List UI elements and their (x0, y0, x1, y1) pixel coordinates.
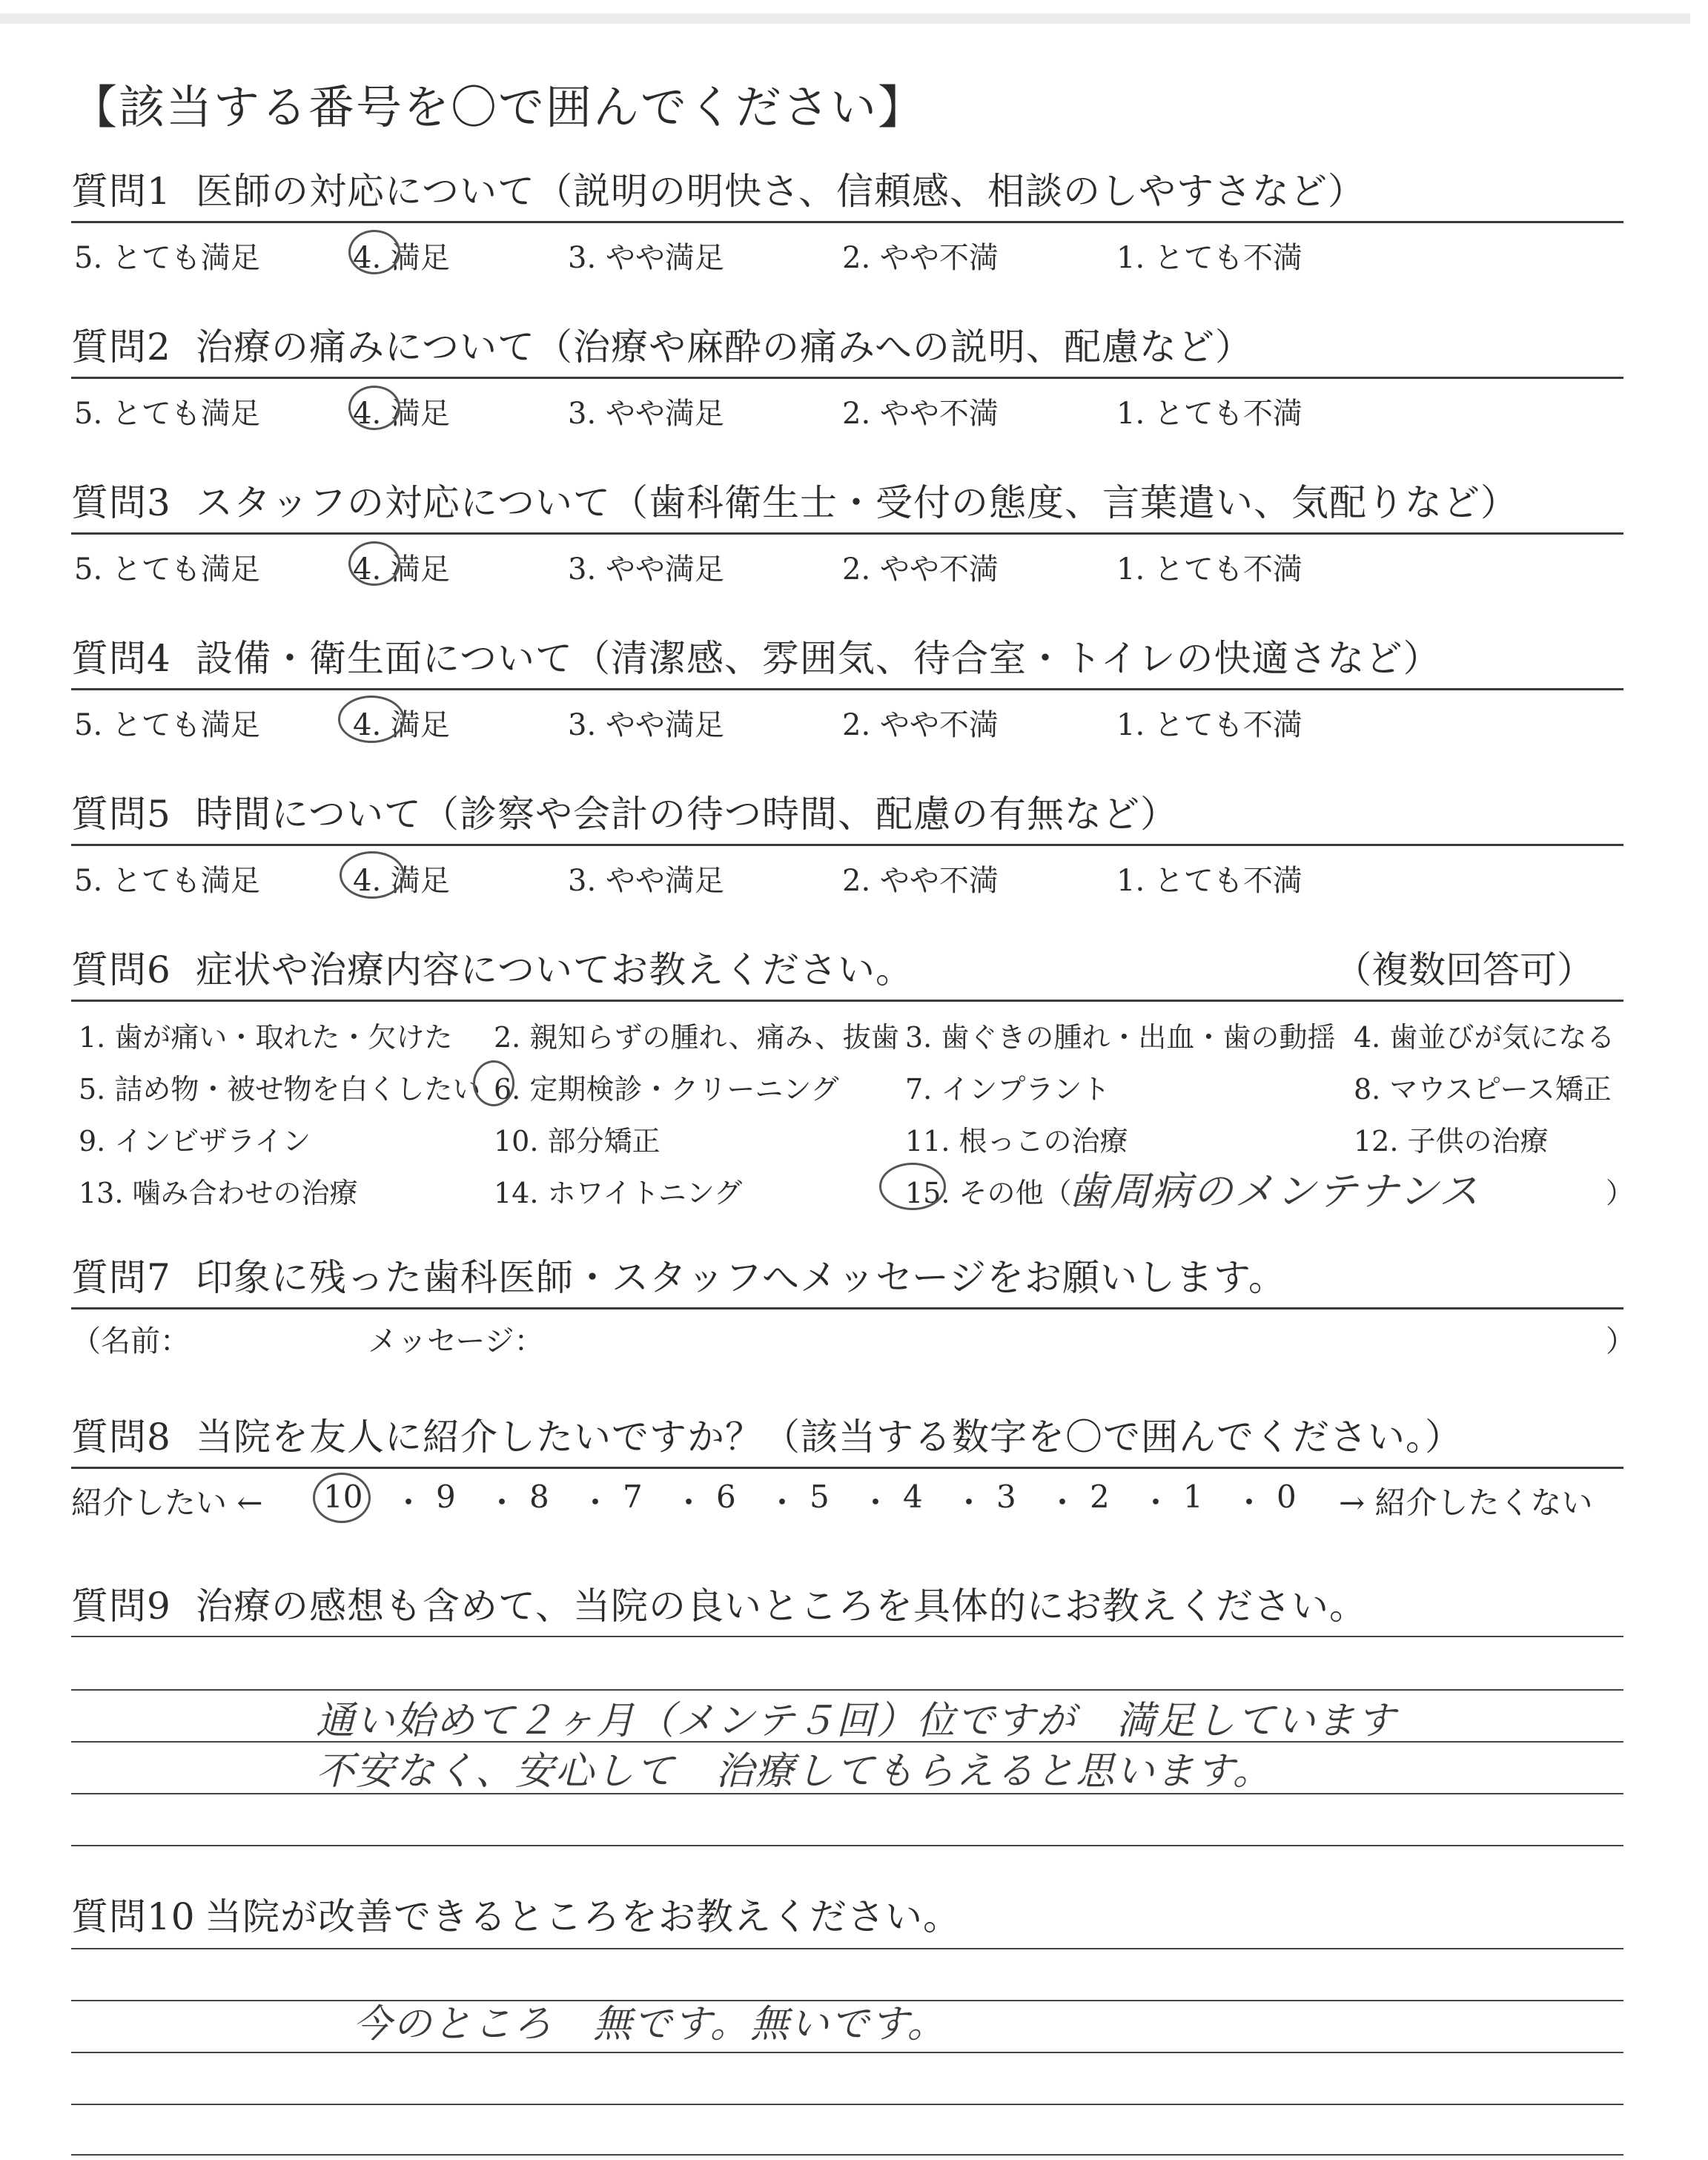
scale-dot: ・ (393, 1484, 425, 1521)
divider (71, 221, 1623, 223)
option-5[interactable]: 5. とても満足 (74, 708, 260, 742)
option-2[interactable]: 2. やや不満 (842, 397, 999, 431)
scale-left-label: 紹介したい ← (71, 1484, 263, 1521)
question-number: 質問8 (71, 1416, 171, 1459)
question-title: 医師の対応について（説明の明快さ、信頼感、相談のしやすさなど） (196, 170, 1366, 213)
scale-6[interactable]: 6 (716, 1479, 736, 1515)
scale-dot: ・ (1047, 1484, 1079, 1521)
answer-line (71, 1636, 1623, 1637)
divider (71, 1307, 1623, 1309)
question-7 (71, 1255, 1635, 1358)
option-5[interactable]: 5. とても満足 (74, 241, 260, 275)
symptom-option-1[interactable]: 1. 歯が痛い・取れた・欠けた (79, 1021, 453, 1054)
question-6 (71, 948, 1635, 1215)
answer-line (71, 1948, 1623, 1949)
question-number: 質問2 (71, 326, 171, 369)
multiple-answers-note: （複数回答可） (1334, 948, 1594, 991)
other-handwritten-answer[interactable]: 歯周病のメンテナンス (1068, 1168, 1480, 1215)
symptom-option-6[interactable]: 6. 定期検診・クリーニング (494, 1073, 839, 1106)
option-1[interactable]: 1. とても不満 (1116, 241, 1302, 275)
scale-8[interactable]: 8 (529, 1479, 549, 1515)
answer-line (71, 2154, 1623, 2156)
scale-2[interactable]: 2 (1090, 1479, 1110, 1515)
question-8 (71, 1415, 1623, 1521)
option-3[interactable]: 3. やや満足 (568, 864, 724, 898)
divider (71, 844, 1623, 846)
survey-sheet (71, 0, 1635, 2160)
option-3[interactable]: 3. やや満足 (568, 241, 724, 275)
symptom-option-11[interactable]: 11. 根っこの治療 (905, 1125, 1128, 1157)
option-4[interactable]: 4. 満足 (353, 397, 450, 431)
option-4[interactable]: 4. 満足 (353, 864, 450, 898)
divider (71, 377, 1623, 379)
selection-circle (879, 1163, 946, 1210)
question-number: 質問1 (71, 170, 171, 213)
symptom-option-4[interactable]: 4. 歯並びが気になる (1354, 1021, 1615, 1054)
scale-dot: ・ (767, 1484, 798, 1521)
scale-7[interactable]: 7 (623, 1479, 643, 1515)
name-label: （名前： (71, 1324, 190, 1358)
option-1[interactable]: 1. とても不満 (1116, 708, 1302, 742)
selection-circle (340, 851, 405, 899)
scale-9[interactable]: 9 (436, 1479, 456, 1515)
scale-right-label: → 紹介したくない (1339, 1484, 1593, 1521)
divider (71, 1000, 1623, 1002)
question-title: 時間について（診察や会計の待つ時間、配慮の有無など） (196, 793, 1178, 836)
option-5[interactable]: 5. とても満足 (74, 864, 260, 898)
scale-dot: ・ (1234, 1484, 1265, 1521)
symptom-option-13[interactable]: 13. 噛み合わせの治療 (79, 1177, 358, 1209)
symptom-option-10[interactable]: 10. 部分矯正 (494, 1125, 661, 1157)
question-4 (71, 636, 1623, 742)
question-number: 質問4 (71, 637, 171, 680)
symptom-option-9[interactable]: 9. インビザライン (79, 1125, 311, 1157)
divider (71, 532, 1623, 535)
question-3 (71, 480, 1623, 587)
selection-circle (313, 1473, 371, 1523)
option-2[interactable]: 2. やや不満 (842, 708, 999, 742)
question-number: 質問10 (71, 1895, 196, 1938)
divider (71, 688, 1623, 690)
selection-circle (348, 230, 400, 274)
question-title: 印象に残った歯科医師・スタッフへメッセージをお願いします。 (196, 1256, 1286, 1299)
question-number: 質問7 (71, 1256, 171, 1299)
message-label: メッセージ： (368, 1324, 544, 1358)
scale-1[interactable]: 1 (1183, 1479, 1203, 1515)
scale-0[interactable]: 0 (1277, 1479, 1297, 1515)
question-title: 設備・衛生面について（清潔感、雰囲気、待合室・トイレの快適さなど） (196, 637, 1441, 680)
scale-dot: ・ (580, 1484, 612, 1521)
question-title: 当院が改善できるところをお教えください。 (205, 1895, 961, 1938)
question-2 (71, 325, 1623, 431)
scale-dot: ・ (673, 1484, 705, 1521)
scale-dot: ・ (953, 1484, 985, 1521)
scale-10[interactable]: 10 (323, 1479, 363, 1515)
symptom-option-3[interactable]: 3. 歯ぐきの腫れ・出血・歯の動揺 (905, 1021, 1336, 1054)
option-5[interactable]: 5. とても満足 (74, 397, 260, 431)
question-number: 質問9 (71, 1585, 171, 1628)
question-title: 症状や治療内容についてお教えください。 (196, 948, 913, 991)
answer-line (71, 1845, 1623, 1846)
symptom-option-2[interactable]: 2. 親知らずの腫れ、痛み、抜歯 (494, 1021, 899, 1054)
other-close-paren: ） (1606, 1177, 1635, 1209)
handwritten-answer-line-1[interactable]: 通い始めて２ヶ月（メンテ５回）位ですが 満足しています (316, 1699, 1397, 1743)
selection-circle (338, 696, 405, 743)
scale-4[interactable]: 4 (903, 1479, 923, 1515)
scale-3[interactable]: 3 (996, 1479, 1016, 1515)
question-title: 当院を友人に紹介したいですか？（該当する数字を〇で囲んでください。） (196, 1416, 1463, 1459)
question-number: 質問5 (71, 793, 171, 836)
option-1[interactable]: 1. とても不満 (1116, 397, 1302, 431)
scale-dot: ・ (860, 1484, 892, 1521)
option-4[interactable]: 4. 満足 (353, 552, 450, 587)
symptom-option-8[interactable]: 8. マウスピース矯正 (1354, 1073, 1612, 1106)
answer-line (71, 2104, 1623, 2105)
option-2[interactable]: 2. やや不満 (842, 864, 999, 898)
scale-dot: ・ (486, 1484, 518, 1521)
question-10 (71, 1895, 1623, 2047)
option-2[interactable]: 2. やや不満 (842, 552, 999, 587)
symptom-option-14[interactable]: 14. ホワイトニング (494, 1177, 743, 1209)
handwritten-answer-line-2[interactable]: 不安なく、安心して 治療してもらえると思います。 (316, 1749, 1273, 1794)
question-number: 質問6 (71, 948, 171, 991)
symptom-option-15[interactable]: 15. その他（ (905, 1177, 1072, 1209)
symptom-option-12[interactable]: 12. 子供の治療 (1354, 1125, 1549, 1157)
option-2[interactable]: 2. やや不満 (842, 241, 999, 275)
question-title: 治療の感想も含めて、当院の良いところを具体的にお教えください。 (196, 1585, 1367, 1628)
question-title: スタッフの対応について（歯科衛生士・受付の態度、言葉遣い、気配りなど） (196, 481, 1518, 524)
symptom-option-5[interactable]: 5. 詰め物・被せ物を白くしたい (79, 1073, 481, 1106)
selection-circle (473, 1060, 514, 1106)
handwritten-answer-line-1[interactable]: 今のところ 無です。無いです。 (353, 2002, 947, 2047)
option-1[interactable]: 1. とても不満 (1116, 552, 1302, 587)
question-title: 治療の痛みについて（治療や麻酔の痛みへの説明、配慮など） (196, 326, 1253, 369)
option-3[interactable]: 3. やや満足 (568, 708, 724, 742)
symptom-option-7[interactable]: 7. インプラント (905, 1073, 1110, 1106)
divider (71, 1467, 1623, 1469)
option-3[interactable]: 3. やや満足 (568, 397, 724, 431)
answer-line (71, 2052, 1623, 2053)
question-9 (71, 1584, 1623, 1794)
question-number: 質問3 (71, 481, 171, 524)
option-4[interactable]: 4. 満足 (353, 708, 450, 742)
option-3[interactable]: 3. やや満足 (568, 552, 724, 587)
page-heading: 【該当する番号を〇で囲んでください】 (71, 80, 926, 134)
option-4[interactable]: 4. 満足 (353, 241, 450, 275)
selection-circle (348, 386, 400, 430)
option-5[interactable]: 5. とても満足 (74, 552, 260, 587)
scale-dot: ・ (1140, 1484, 1172, 1521)
question-5 (71, 792, 1623, 898)
scale-5[interactable]: 5 (810, 1479, 830, 1515)
selection-circle (348, 541, 400, 586)
option-1[interactable]: 1. とても不満 (1116, 864, 1302, 898)
message-close-paren: ） (1606, 1324, 1635, 1358)
question-1 (71, 169, 1623, 275)
